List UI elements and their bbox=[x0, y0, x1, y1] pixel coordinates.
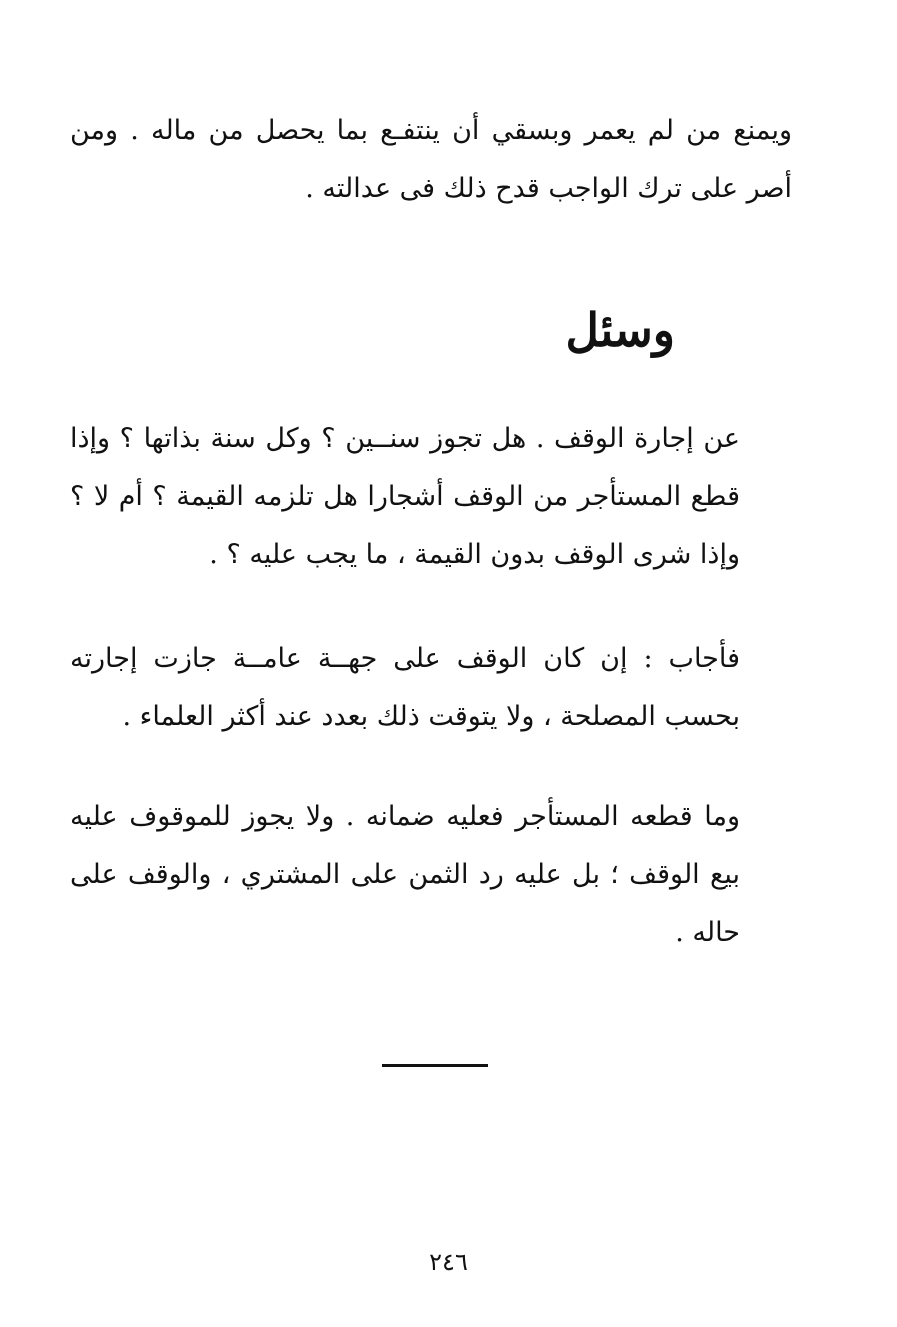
section-divider bbox=[382, 1064, 488, 1067]
section-heading: وسئل bbox=[565, 303, 675, 357]
ruling-paragraph bbox=[70, 788, 792, 962]
page-number: ٢٤٦ bbox=[429, 1248, 468, 1276]
intro-text: ويمنع من لم يعمر وبسقي أن ينتفـع بما يحصل من ماله . ومن أصر على ترك الواجب قدح ذلك فى عدالته . bbox=[70, 115, 792, 204]
answer-text: فأجاب : إن كان الوقف على جهــة عامــة جازت إجارته بحسب المصلحة ، ولا يتوقت ذلك بعدد عند أكثر العلماء . bbox=[70, 643, 740, 732]
question-text: عن إجارة الوقف . هل تجوز سنــين ؟ وكل سنة بذاتها ؟ وإذا قطع المستأجر من الوقف أشجارا هل تلزمه القيمة ؟ أم لا ؟ وإذا شرى الوقف بدون القيمة ، ما يجب عليه ؟ . bbox=[70, 423, 740, 570]
ruling-text: وما قطعه المستأجر فعليه ضمانه . ولا يجوز للموقوف عليه بيع الوقف ؛ بل عليه رد الثمن على المشتري ، والوقف على حاله . bbox=[70, 801, 740, 948]
question-paragraph bbox=[70, 410, 792, 584]
answer-paragraph bbox=[70, 630, 792, 746]
intro-paragraph bbox=[70, 102, 792, 218]
